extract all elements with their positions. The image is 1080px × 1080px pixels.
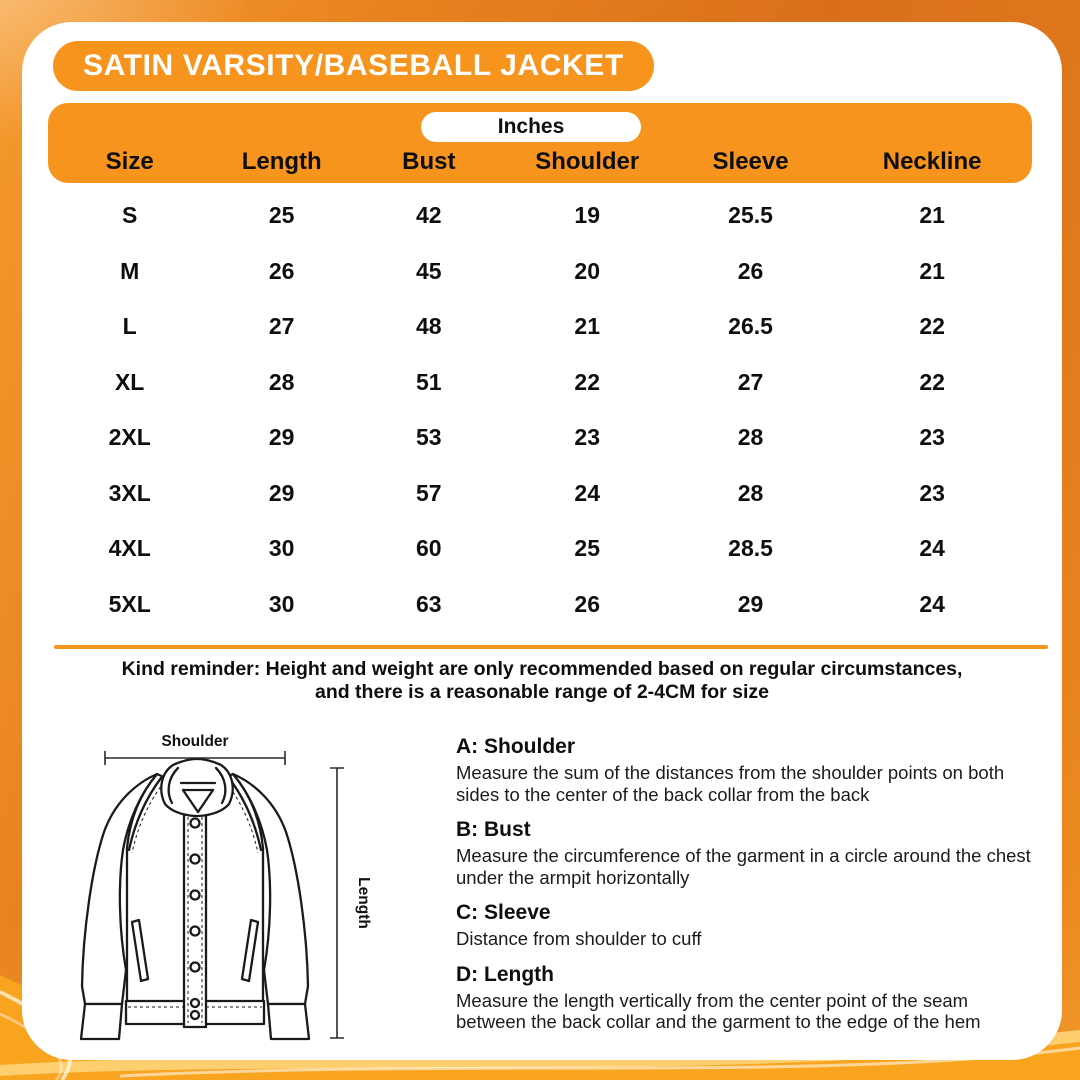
length-dimension-line: [330, 768, 372, 1038]
table-row: [48, 521, 1032, 577]
table-row: [48, 188, 1032, 244]
sleeve-cell: 29: [737, 590, 764, 617]
measure-guide-text: Distance from shoulder to cuff: [456, 928, 702, 949]
size-cell: 4XL: [108, 535, 151, 562]
measure-guide: [456, 735, 1034, 1046]
bust-cell: 63: [416, 590, 442, 617]
neckline-cell: 21: [919, 202, 945, 229]
size-cell: 5XL: [108, 590, 151, 617]
table-row: [48, 577, 1032, 633]
length-cell: 28: [268, 368, 295, 395]
size-table-body: [48, 188, 1032, 632]
table-row: [48, 244, 1032, 300]
sleeve-cell: 28.5: [728, 535, 773, 562]
shoulder-cell: 26: [574, 590, 601, 617]
neckline-cell: 23: [919, 479, 945, 506]
size-cell: 2XL: [108, 424, 151, 451]
table-row: [48, 466, 1032, 522]
length-cell: 30: [268, 590, 295, 617]
measure-guide-heading: C: Sleeve: [456, 901, 551, 924]
column-header: Size: [105, 148, 154, 175]
length-cell: 27: [268, 313, 295, 340]
measure-guide-text: Measure the length vertically from the center point of the seam between the back collar and the garment to the edge of the hem: [456, 989, 981, 1032]
bust-cell: 51: [416, 368, 442, 395]
length-cell: 29: [268, 424, 295, 451]
column-header: Sleeve: [712, 148, 789, 175]
bust-cell: 48: [416, 313, 442, 340]
length-cell: 25: [268, 202, 295, 229]
divider-line: [54, 645, 1048, 649]
length-cell: 29: [268, 479, 295, 506]
column-header: Shoulder: [535, 148, 640, 175]
shoulder-cell: 23: [574, 424, 601, 451]
measure-guide-item: [456, 735, 1034, 805]
measure-guide-heading: B: Bust: [456, 818, 531, 841]
table-row: [48, 355, 1032, 411]
bust-cell: 60: [416, 535, 442, 562]
jacket-outline: [81, 759, 309, 1039]
size-cell: 3XL: [108, 479, 151, 506]
sleeve-cell: 28: [737, 479, 764, 506]
length-cell: 30: [268, 535, 295, 562]
sleeve-cell: 26.5: [728, 313, 773, 340]
column-header: Bust: [402, 148, 456, 175]
neckline-cell: 24: [919, 535, 945, 562]
neckline-cell: 24: [919, 590, 945, 617]
measure-guide-item: [456, 818, 1034, 888]
size-cell: M: [120, 257, 140, 284]
measure-guide-item: [456, 901, 1034, 950]
neckline-cell: 23: [919, 424, 945, 451]
bust-cell: 53: [416, 424, 442, 451]
bust-cell: 42: [416, 202, 442, 229]
measure-guide-text: Measure the circumference of the garment in a circle around the chest under the armpit horizontally: [456, 845, 1031, 888]
neckline-cell: 22: [919, 313, 945, 340]
table-row: [48, 410, 1032, 466]
size-cell: S: [122, 202, 138, 229]
column-header-row: [48, 148, 1032, 176]
length-dimension-label: Length: [355, 877, 372, 929]
sleeve-cell: 28: [737, 424, 764, 451]
size-cell: XL: [114, 368, 145, 395]
bust-cell: 57: [416, 479, 442, 506]
unit-badge: [421, 112, 641, 142]
neckline-cell: 21: [919, 257, 945, 284]
measure-guide-text: Measure the sum of the distances from the shoulder points on both sides to the center of the back collar from the back: [456, 762, 1005, 805]
shoulder-cell: 24: [574, 479, 601, 506]
sleeve-cell: 25.5: [728, 202, 773, 229]
size-cell: L: [122, 313, 137, 340]
column-header: Length: [241, 148, 322, 175]
jacket-measurement-diagram: [58, 716, 402, 1060]
shoulder-cell: 25: [574, 535, 601, 562]
shoulder-cell: 20: [574, 257, 601, 284]
shoulder-cell: 22: [574, 368, 601, 395]
length-cell: 26: [268, 257, 295, 284]
kind-reminder-line1: Kind reminder: Height and weight are only recommended based on regular circumstances,: [121, 658, 963, 680]
bust-cell: 45: [416, 257, 442, 284]
sleeve-cell: 27: [737, 368, 764, 395]
column-header: Neckline: [882, 148, 982, 175]
size-table-header: [48, 103, 1032, 183]
shoulder-cell: 19: [574, 202, 601, 229]
kind-reminder-text: [22, 658, 1062, 703]
measure-guide-heading: A: Shoulder: [456, 735, 575, 758]
size-chart-card: [22, 22, 1062, 1060]
shoulder-cell: 21: [574, 313, 601, 340]
unit-label: Inches: [497, 115, 565, 138]
measure-guide-heading: D: Length: [456, 962, 554, 986]
neckline-cell: 22: [919, 368, 945, 395]
product-title-banner: [53, 41, 654, 91]
sleeve-cell: 26: [737, 257, 764, 284]
table-row: [48, 299, 1032, 355]
shoulder-dimension-label: Shoulder: [161, 733, 229, 750]
kind-reminder-line2: and there is a reasonable range of 2-4CM for size: [314, 680, 770, 703]
product-title: SATIN VARSITY/BASEBALL JACKET: [83, 49, 624, 82]
measure-guide-item: [456, 963, 1034, 1033]
